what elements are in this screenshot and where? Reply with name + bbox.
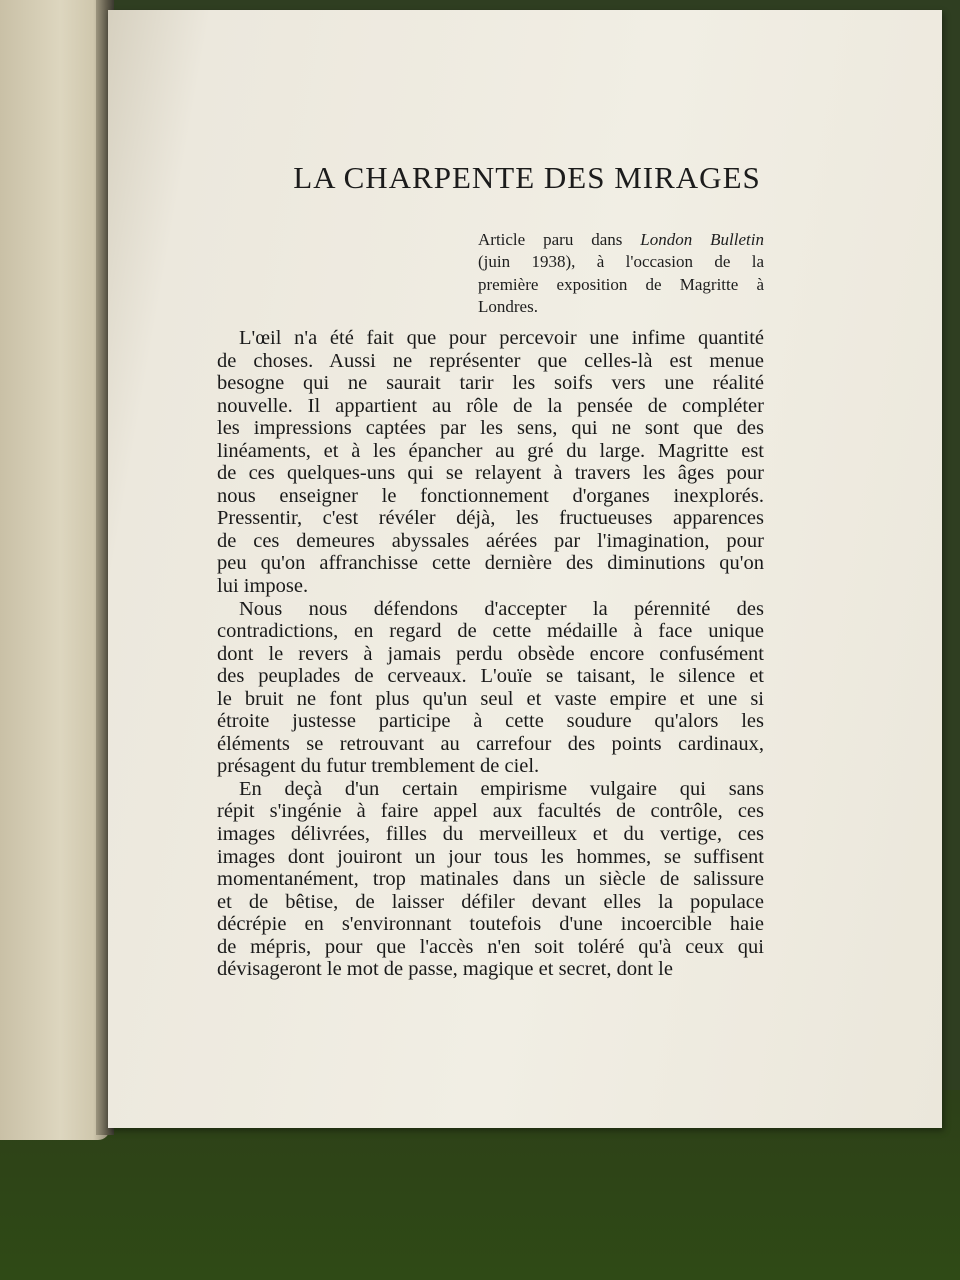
text-line: contradictions, en regard de cette médaille à face unique — [217, 620, 764, 643]
text-line: linéaments, et à les épancher au gré du large. Magritte est — [217, 439, 764, 462]
note-line: (juin 1938), à l'occasion de la — [478, 252, 764, 272]
text-line: et de bêtise, de laisser défiler devant elles la populace — [217, 890, 764, 913]
text-line: besogne qui ne saurait tarir les soifs vers une réalité — [217, 372, 764, 395]
text-line: des peuplades de cerveaux. L'ouïe se taisant, le silence et — [217, 665, 764, 688]
text-line: En deçà d'un certain empirisme vulgaire qui sans — [239, 777, 764, 800]
text-line: de ces demeures abyssales aérées par l'imagination, pour — [217, 529, 764, 552]
article-note — [478, 229, 764, 319]
text-line: de mépris, pour que l'accès n'en soit toléré qu'à ceux qui — [217, 935, 764, 958]
text-line: images délivrées, filles du merveilleux et du vertige, ces — [217, 823, 764, 846]
paragraph — [217, 598, 764, 778]
text-line: nous enseigner le fonctionnement d'organes inexplorés. — [217, 484, 764, 507]
chapter-title: LA CHARPENTE DES MIRAGES — [293, 160, 761, 195]
text-line: de ces quelques-uns qui se relayent à travers les âges pour — [217, 462, 764, 485]
text-line: Nous nous défendons d'accepter la pérennité des — [239, 597, 764, 620]
text-line: présagent du futur tremblement de ciel. — [217, 755, 540, 778]
paragraph — [217, 327, 764, 598]
text-line: images dont jouiront un jour tous les hommes, se suffisent — [217, 845, 764, 868]
text-line: éléments se retrouvant au carrefour des points cardinaux, — [217, 732, 764, 755]
publication-name: London Bulletin — [640, 230, 764, 249]
text-line: lui impose. — [217, 575, 309, 598]
body-text — [217, 327, 764, 981]
text-line: momentanément, trop matinales dans un siècle de salissure — [217, 868, 764, 891]
text-line: décrépie en s'environnant toutefois d'une incoercible haie — [217, 913, 764, 936]
left-page-edge — [0, 0, 110, 1140]
text-line: répit s'ingénie à faire appel aux facultés de contrôle, ces — [217, 800, 764, 823]
note-line: première exposition de Magritte à — [478, 274, 764, 294]
text-line: nouvelle. Il appartient au rôle de la pensée de compléter — [217, 394, 764, 417]
note-line: Londres. — [478, 297, 538, 317]
text-line: L'œil n'a été fait que pour percevoir une infime quantité — [239, 327, 764, 349]
text-line: de choses. Aussi ne représenter que celles-là est menue — [217, 349, 764, 372]
text-line: le bruit ne font plus qu'un seul et vaste empire et une si — [217, 687, 764, 710]
text-line: étroite justesse participe à cette soudure qu'alors les — [217, 710, 764, 733]
paragraph — [217, 778, 764, 981]
note-line: Article paru dans London Bulletin — [478, 230, 764, 249]
text-line: dévisageront le mot de passe, magique et secret, dont le — [217, 958, 673, 981]
text-line: dont le revers à jamais perdu obsède encore confusément — [217, 642, 764, 665]
text-line: les impressions captées par les sens, qui ne sont que des — [217, 417, 764, 440]
text-line: Pressentir, c'est révéler déjà, les fructueuses apparences — [217, 507, 764, 530]
text-line: peu qu'on affranchisse cette dernière des diminutions qu'on — [217, 552, 764, 575]
